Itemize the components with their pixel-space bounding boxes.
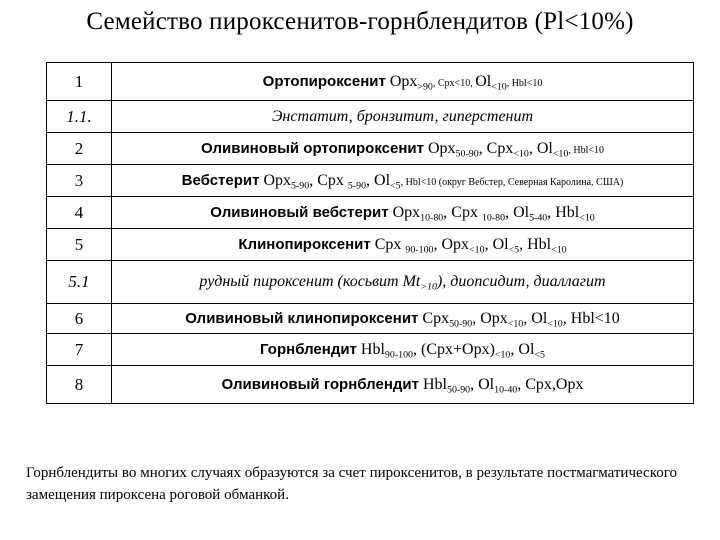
composition-text: рудный пироксенит (косьвит Mt xyxy=(199,273,421,290)
row-description xyxy=(112,304,694,334)
row-description xyxy=(112,334,694,366)
composition-subscript: 50-90 xyxy=(449,317,473,329)
composition-text: , Ol xyxy=(470,375,495,393)
composition-subscript: 90-100 xyxy=(384,348,413,360)
row-description xyxy=(112,101,694,133)
composition-subscript: 10-40 xyxy=(494,383,518,395)
composition-subscript: 5-40 xyxy=(529,211,548,223)
composition-subscript: 10-80 xyxy=(420,211,444,223)
row-number: 5.1 xyxy=(47,261,112,304)
composition-subscript: 5-90 xyxy=(347,179,367,191)
composition-text: , Hbl xyxy=(519,235,552,253)
table-row xyxy=(47,366,694,404)
table-row xyxy=(47,63,694,101)
row-number: 4 xyxy=(47,197,112,229)
rock-varieties: Энстатит, бронзитит, гиперстенит xyxy=(271,107,534,125)
composition-subscript: <10 xyxy=(491,80,507,92)
composition-text: , Cpx xyxy=(443,203,482,221)
rock-name: Оливиновый клинопироксенит xyxy=(185,309,419,327)
composition-text: Opx xyxy=(423,139,456,157)
row-number: 7 xyxy=(47,334,112,366)
composition-text: , (Cpx+Opx) xyxy=(412,340,495,358)
composition-text: , Hbl<10 xyxy=(506,77,543,89)
composition-text: , Ol xyxy=(523,309,548,327)
composition-text: Hbl xyxy=(356,340,385,358)
composition-subscript: >10 xyxy=(420,281,437,293)
composition-subscript: <10 xyxy=(494,348,511,360)
rock-name: Ортопироксенит xyxy=(262,72,386,90)
row-description xyxy=(112,63,694,101)
composition-text: , Hbl<10 xyxy=(568,144,604,156)
composition-text: , Hbl xyxy=(547,203,580,221)
composition-text: , Ol xyxy=(366,171,391,189)
composition-text: , Cpx,Opx xyxy=(517,375,584,393)
composition-text: , Hbl<10 xyxy=(562,309,620,327)
composition-text: , Ol xyxy=(505,203,530,221)
page-title: Семейство пироксенитов-горнблендитов (Pl<10%) xyxy=(86,8,634,35)
row-number: 5 xyxy=(47,229,112,261)
row-number: 6 xyxy=(47,304,112,334)
composition-text: Opx xyxy=(388,203,421,221)
composition-subscript: 50-90 xyxy=(455,147,479,159)
composition-subscript: <5 xyxy=(534,348,545,360)
table-row xyxy=(47,229,694,261)
composition-subscript: <5 xyxy=(390,179,401,191)
rock-name: Оливиновый горнблендит xyxy=(221,375,419,393)
composition-text: , Ol xyxy=(528,139,553,157)
table-row xyxy=(47,334,694,366)
table-row xyxy=(47,133,694,165)
composition-text: , Opx xyxy=(472,309,508,327)
composition-text: , Cpx xyxy=(309,171,348,189)
composition-subscript: 90-100 xyxy=(405,243,434,255)
table-row xyxy=(47,261,694,304)
composition-subscript: 50-90 xyxy=(446,383,471,395)
composition-text: Cpx xyxy=(418,309,450,327)
composition-text: , Cpx xyxy=(478,139,514,157)
rock-name: Оливиновый ортопироксенит xyxy=(201,139,424,157)
composition-subscript: 5-90 xyxy=(291,179,310,191)
row-description xyxy=(112,366,694,404)
row-description xyxy=(112,261,694,304)
table-row xyxy=(47,304,694,334)
composition-text: Ol xyxy=(475,72,492,90)
composition-text: , Ol xyxy=(484,235,509,253)
table-row xyxy=(47,101,694,133)
row-number: 3 xyxy=(47,165,112,197)
composition-text: Cpx xyxy=(370,235,406,253)
footer-note: Горнблендиты во многих случаях образуются за счет пироксенитов, в результате постмагматического замещения пироксена роговой обманкой. xyxy=(26,465,677,503)
composition-text: ), диопсидит, диаллагит xyxy=(436,273,606,290)
composition-text: Hbl xyxy=(418,375,447,393)
rock-name: Оливиновый вебстерит xyxy=(210,203,389,221)
row-description xyxy=(112,133,694,165)
composition-text: , Cpx<10, xyxy=(432,77,476,89)
composition-subscript: >90 xyxy=(417,80,433,92)
rock-name: Вебстерит xyxy=(181,171,260,189)
table-row xyxy=(47,197,694,229)
composition-text: Opx xyxy=(259,171,292,189)
rock-classification-table xyxy=(46,62,694,404)
composition-text: , Ol xyxy=(510,340,535,358)
row-number: 1.1. xyxy=(47,101,112,133)
rock-name: Клинопироксенит xyxy=(238,235,371,253)
row-number: 8 xyxy=(47,366,112,404)
composition-subscript: <10 xyxy=(469,243,485,255)
composition-subscript: <10 xyxy=(513,147,529,159)
row-description xyxy=(112,229,694,261)
composition-subscript: <5 xyxy=(508,243,520,255)
table-row xyxy=(47,165,694,197)
composition-subscript: <10 xyxy=(552,147,569,159)
composition-text: Opx xyxy=(385,72,418,90)
locality-note: (округ Вебстер, Северная Каролина, США) xyxy=(438,176,624,188)
composition-text: , Opx xyxy=(433,235,470,253)
row-number: 2 xyxy=(47,133,112,165)
composition-subscript: <10 xyxy=(579,211,595,223)
rock-name: Горнблендит xyxy=(260,340,357,358)
composition-text: , Hbl<10 xyxy=(400,176,439,188)
composition-subscript: <10 xyxy=(551,243,567,255)
composition-subscript: <10 xyxy=(547,317,563,329)
composition-subscript: <10 xyxy=(507,317,524,329)
composition-subscript: 10-80 xyxy=(481,211,506,223)
row-number: 1 xyxy=(47,63,112,101)
row-description xyxy=(112,197,694,229)
row-description xyxy=(112,165,694,197)
